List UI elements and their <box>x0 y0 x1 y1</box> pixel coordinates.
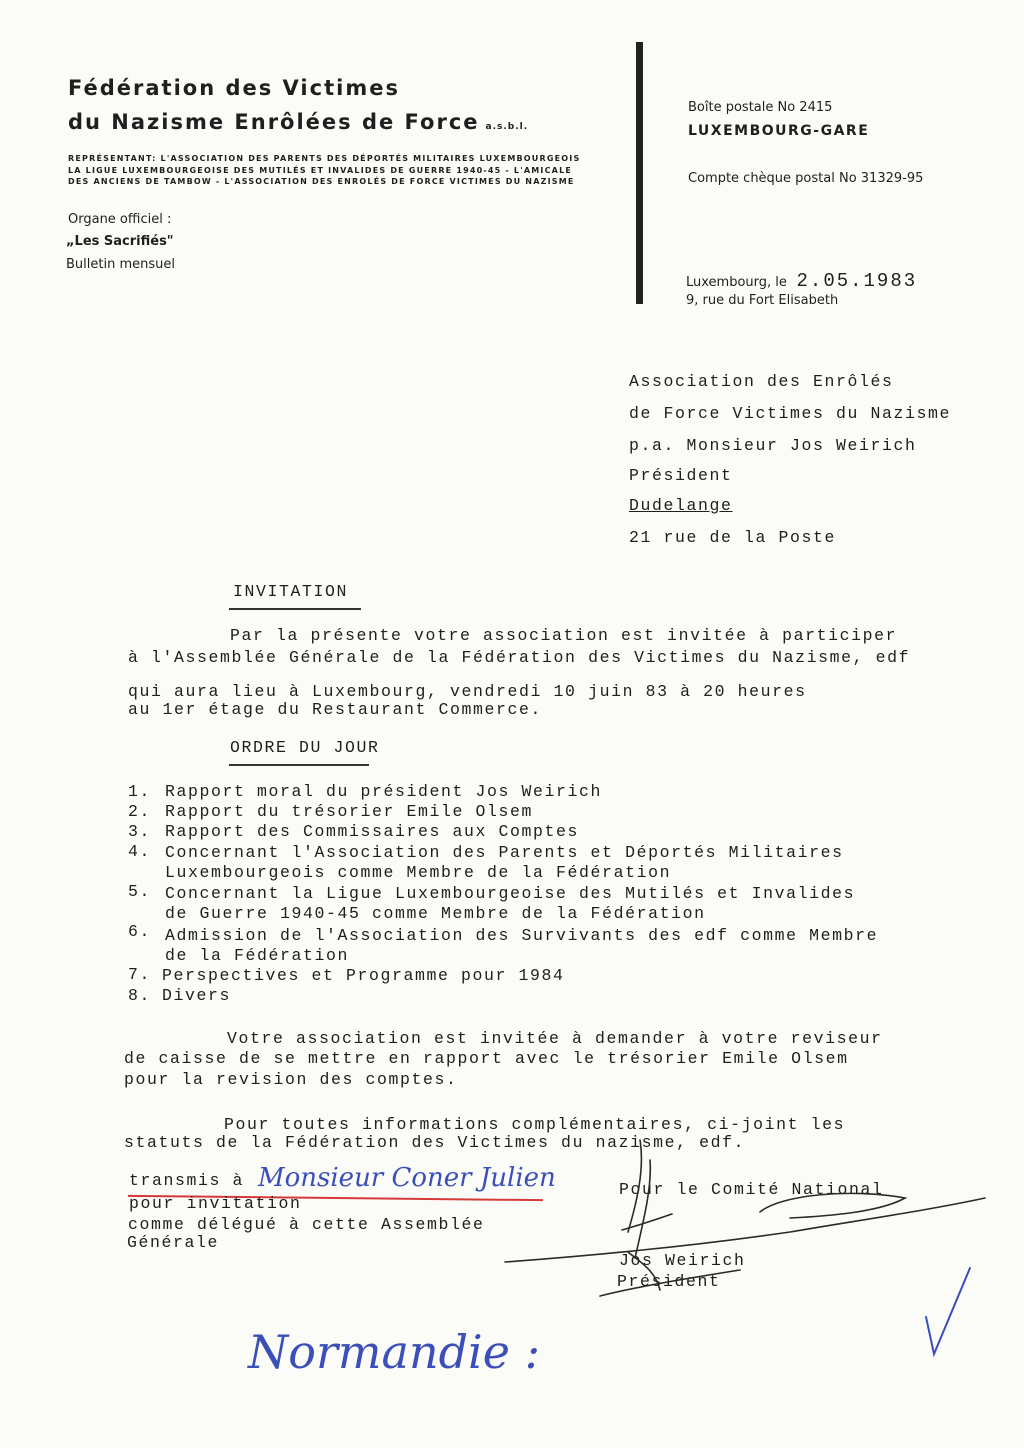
invitation-line-2: à l'Assemblée Générale de la Fédération des Victimes du Nazisme, edf <box>128 648 911 667</box>
invitation-line-1: Par la présente votre association est invitée à participer <box>230 626 898 645</box>
agenda-item-text: Concernant l'Association des Parents et Déportés Militaires <box>165 843 844 862</box>
agenda-item-number: 8. <box>128 986 152 1005</box>
org-name-line2-text: du Nazisme Enrôlées de Force <box>68 110 480 134</box>
organ-desc: Bulletin mensuel <box>66 257 175 272</box>
forward-line-2: comme délégué à cette Assemblée <box>128 1215 485 1234</box>
agenda-item-text: Rapport des Commissaires aux Comptes <box>165 822 580 841</box>
representing-line: REPRÉSENTANT: L'ASSOCIATION DES PARENTS DES DÉPORTÉS MILITAIRES LUXEMBOURGEOIS <box>68 154 581 163</box>
handwritten-note: Normandie : <box>248 1325 541 1379</box>
para1-line-1: Votre association est invitée à demander à votre reviseur <box>227 1029 883 1048</box>
organ-label: Organe officiel : <box>68 212 172 227</box>
para1-line-2: de caisse de se mettre en rapport avec le trésorier Emile Olsem <box>124 1049 849 1068</box>
date-prefix: Luxembourg, le <box>686 275 787 290</box>
recipient-line-4: Président <box>629 466 733 485</box>
recipient-street: 21 rue de la Poste <box>629 528 837 547</box>
forward-prefix: transmis à <box>129 1171 245 1190</box>
agenda-item-number: 3. <box>128 822 152 841</box>
asbl-label: a.s.b.l. <box>485 122 529 132</box>
agenda-item-number: 4. <box>128 842 152 861</box>
recipient-line-3: p.a. Monsieur Jos Weirich <box>629 436 917 455</box>
forward-line-1: pour invitation <box>129 1194 302 1213</box>
agenda-item-number: 6. <box>128 922 152 941</box>
invitation-line-4: au 1er étage du Restaurant Commerce. <box>128 700 543 719</box>
representing-line: DES ANCIENS DE TAMBOW - L'ASSOCIATION DES ENROLÉS DE FORCE VICTIMES DU NAZISME <box>68 177 575 186</box>
agenda-item-number: 1. <box>128 782 152 801</box>
forward-line-3: Générale <box>127 1233 220 1252</box>
recipient-line-2: de Force Victimes du Nazisme <box>629 404 952 423</box>
agenda-item-text: Admission de l'Association des Survivants des edf comme Membre <box>165 926 879 945</box>
recipient-line-1: Association des Enrôlés <box>629 372 894 391</box>
agenda-item-text-cont: Luxembourgeois comme Membre de la Fédération <box>165 863 672 882</box>
recipient-city: Dudelange <box>629 496 733 515</box>
agenda-item-number: 7. <box>128 965 152 984</box>
para2-line-1: Pour toutes informations complémentaires, ci-joint les <box>224 1115 846 1134</box>
agenda-item-text: Concernant la Ligue Luxembourgeoise des Mutilés et Invalides <box>165 884 856 903</box>
invitation-line-3: qui aura lieu à Luxembourg, vendredi 10 juin 83 à 20 heures <box>128 682 807 701</box>
agenda-item-text: Perspectives et Programme pour 1984 <box>162 966 565 985</box>
agenda-item-text-cont: de la Fédération <box>165 946 350 965</box>
signature-name: Jos Weirich <box>619 1251 746 1270</box>
org-name-line1: Fédération des Victimes <box>68 76 400 100</box>
para2-line-2: statuts de la Fédération des Victimes du nazisme, edf. <box>124 1133 746 1152</box>
agenda-heading: ORDRE DU JOUR <box>230 738 380 757</box>
city: LUXEMBOURG-GARE <box>688 123 870 139</box>
agenda-item-text: Rapport moral du président Jos Weirich <box>165 782 603 801</box>
agenda-item-text: Rapport du trésorier Emile Olsem <box>165 802 534 821</box>
organ-name: „Les Sacrifiés" <box>66 234 174 249</box>
check-mark-icon <box>918 1262 978 1362</box>
street-address: 9, rue du Fort Elisabeth <box>686 293 839 308</box>
signature-title: Président <box>617 1272 721 1291</box>
agenda-item-text: Divers <box>162 986 232 1005</box>
representing-line: LA LIGUE LUXEMBOURGEOISE DES MUTILÉS ET INVALIDES DE GUERRE 1940-45 - L'AMICALE <box>68 165 573 175</box>
po-box: Boîte postale No 2415 <box>688 100 833 115</box>
agenda-item-text-cont: de Guerre 1940-45 comme Membre de la Fédération <box>165 904 706 923</box>
signature-committee: Pour le Comité National <box>619 1180 884 1199</box>
para1-line-3: pour la revision des comptes. <box>124 1070 458 1089</box>
invitation-heading: INVITATION <box>233 582 349 601</box>
agenda-item-number: 2. <box>128 802 152 821</box>
postal-account: Compte chèque postal No 31329-95 <box>688 171 924 186</box>
forward-handwritten-name: Monsieur Coner Julien <box>258 1163 556 1193</box>
agenda-item-number: 5. <box>128 882 152 901</box>
date-value: 2.05.1983 <box>796 270 918 292</box>
